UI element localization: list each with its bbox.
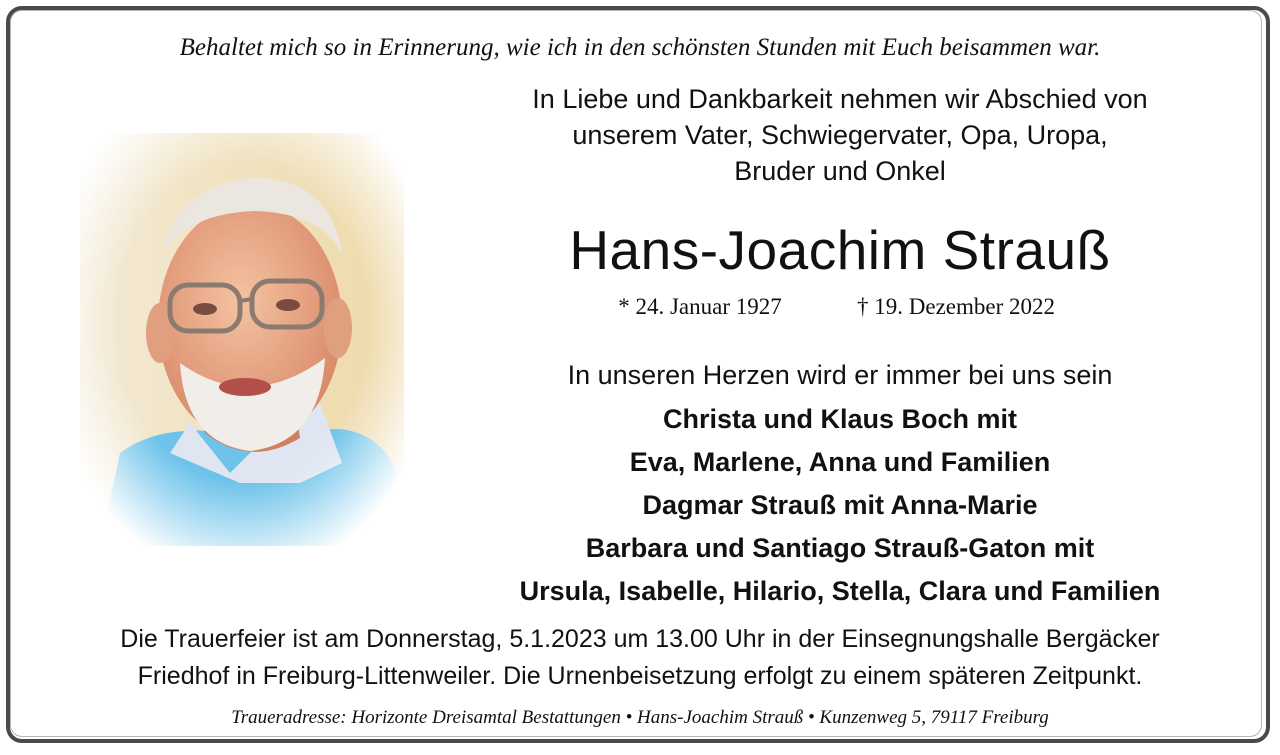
family-line-5: Ursula, Isabelle, Hilario, Stella, Clara und Familien: [519, 576, 1161, 606]
intro-line-2: unserem Vater, Schwiegervater, Opa, Uropa,: [572, 120, 1108, 150]
motto-quote: Behaltet mich so in Erinnerung, wie ich in den schönsten Stunden mit Euch beisammen war.: [179, 34, 1101, 61]
portrait-photo: [80, 133, 404, 546]
funeral-info-line-2: Friedhof in Freiburg-Littenweiler. Die Urnenbeisetzung erfolgt zu einem späteren Zeitpunkt.: [137, 662, 1143, 690]
family-line-2: Eva, Marlene, Anna und Familien: [629, 447, 1051, 477]
intro-line-1: In Liebe und Dankbarkeit nehmen wir Abschied von: [532, 84, 1148, 114]
mourning-address: Traueradresse: Horizonte Dreisamtal Bestattungen • Hans-Joachim Strauß • Kunzenweg 5, 79117 Freiburg: [231, 707, 1049, 728]
mourning-line: In unseren Herzen wird er immer bei uns sein: [567, 360, 1113, 390]
deceased-name: Hans-Joachim Strauß: [569, 219, 1111, 281]
death-date: † 19. Dezember 2022: [857, 294, 1055, 319]
funeral-info-line-1: Die Trauerfeier ist am Donnerstag, 5.1.2023 um 13.00 Uhr in der Einsegnungshalle Bergäcker: [120, 625, 1160, 653]
family-line-4: Barbara und Santiago Strauß-Gaton mit: [585, 533, 1095, 563]
birth-date: * 24. Januar 1927: [618, 294, 782, 319]
intro-line-3: Bruder und Onkel: [734, 156, 946, 186]
family-line-1: Christa und Klaus Boch mit: [662, 404, 1018, 434]
family-line-3: Dagmar Strauß mit Anna-Marie: [642, 490, 1038, 520]
